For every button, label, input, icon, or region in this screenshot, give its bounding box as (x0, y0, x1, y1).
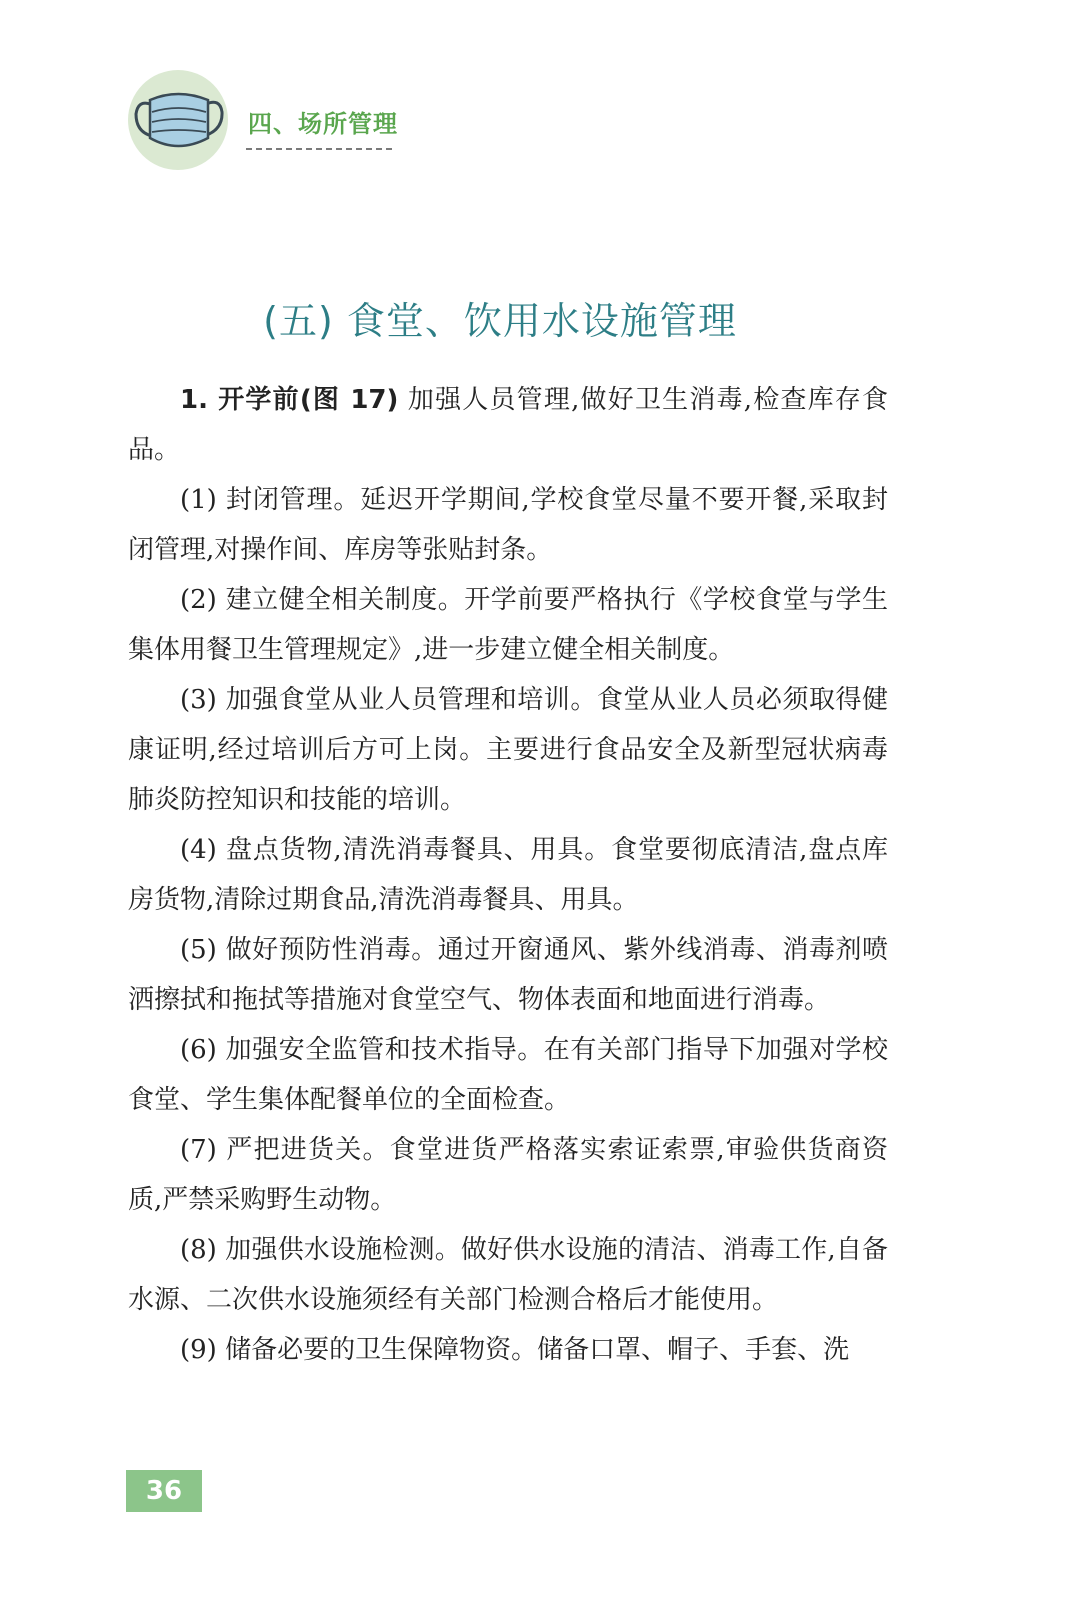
lead-paragraph (128, 375, 888, 475)
list-item: (6) 加强安全监管和技术指导。在有关部门指导下加强对学校食堂、学生集体配餐单位的全面检查。 (128, 1035, 888, 1115)
list-item: (4) 盘点货物,清洗消毒餐具、用具。食堂要彻底清洁,盘点库房货物,清除过期食品,清洗消毒餐具、用具。 (128, 835, 888, 915)
list-item: (3) 加强食堂从业人员管理和培训。食堂从业人员必须取得健康证明,经过培训后方可上岗。主要进行食品安全及新型冠状病毒肺炎防控知识和技能的培训。 (128, 685, 888, 815)
header-divider (246, 148, 392, 150)
list-item: (1) 封闭管理。延迟开学期间,学校食堂尽量不要开餐,采取封闭管理,对操作间、库房等张贴封条。 (128, 485, 888, 565)
page-number: 36 (126, 1470, 202, 1512)
chapter-title: 四、场所管理 (248, 109, 398, 138)
list-item: (7) 严把进货关。食堂进货严格落实索证索票,审验供货商资质,严禁采购野生动物。 (128, 1135, 888, 1215)
list-item: (8) 加强供水设施检测。做好供水设施的清洁、消毒工作,自备水源、二次供水设施须经有关部门检测合格后才能使用。 (128, 1235, 888, 1315)
list-item: (5) 做好预防性消毒。通过开窗通风、紫外线消毒、消毒剂喷洒擦拭和拖拭等措施对食堂空气、物体表面和地面进行消毒。 (128, 935, 888, 1015)
list-item: (9) 储备必要的卫生保障物资。储备口罩、帽子、手套、洗 (180, 1335, 850, 1365)
face-mask-icon (128, 70, 228, 170)
section-title: (五) 食堂、饮用水设施管理 (263, 299, 737, 343)
body-text (128, 375, 888, 1375)
list-item: (2) 建立健全相关制度。开学前要严格执行《学校食堂与学生集体用餐卫生管理规定》,进一步建立健全相关制度。 (128, 585, 888, 665)
lead-heading: 1. 开学前(图 17) (180, 385, 399, 415)
lead-text: 加强人员管理,做好卫生消毒,检查库存食品。 (128, 385, 889, 465)
